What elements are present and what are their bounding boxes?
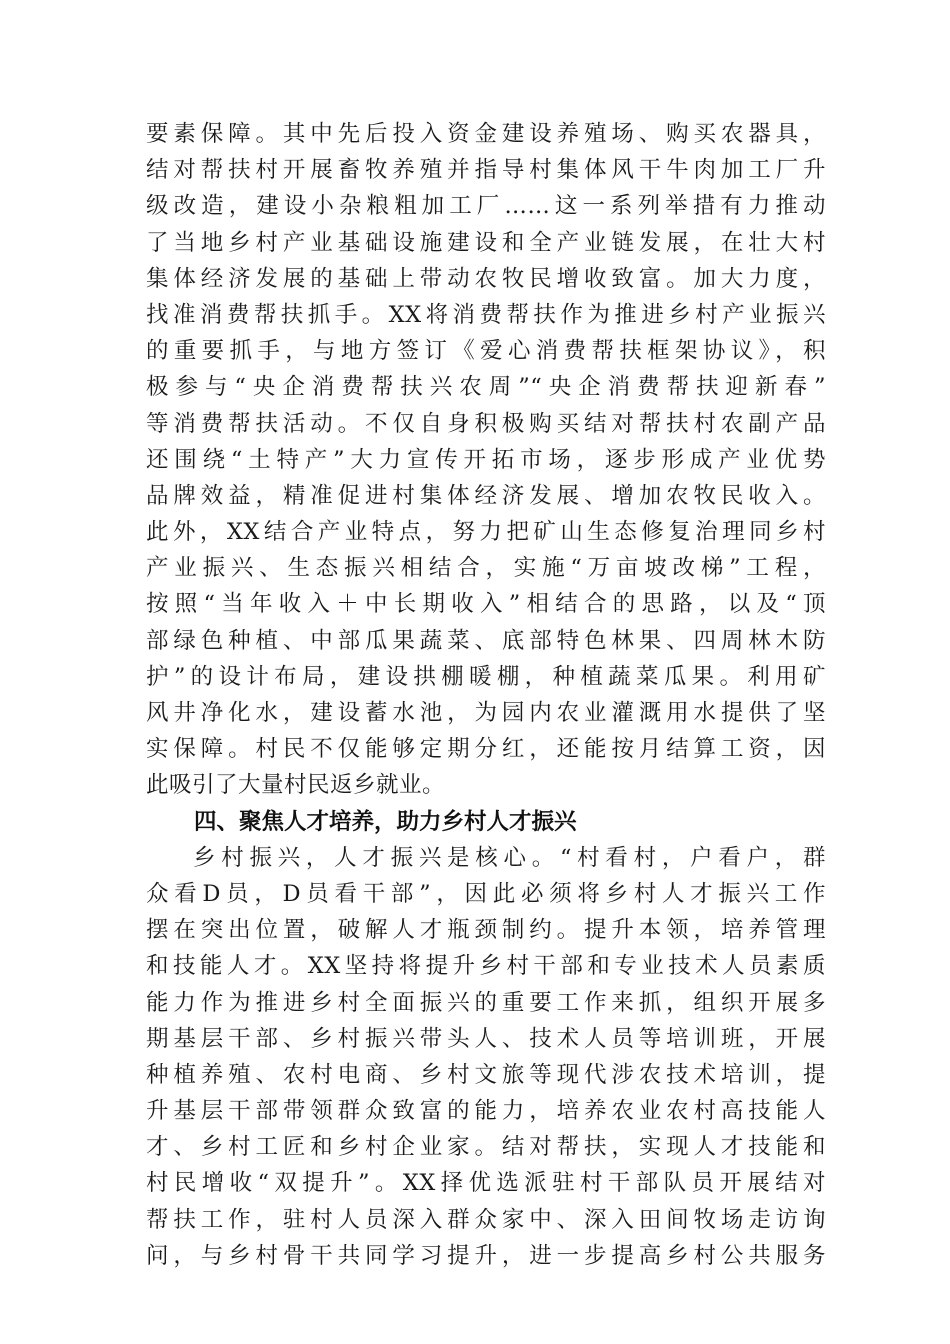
text-line: 极参与“央企消费帮扶兴农周”“央企消费帮扶迎新春” — [146, 374, 826, 401]
text-line: 实保障。村民不仅能够定期分红，还能按月结算工资，因 — [146, 736, 826, 763]
text-line: 才、乡村工匠和乡村企业家。结对帮扶，实现人才技能和 — [146, 1134, 826, 1161]
text-line: 找准消费帮扶抓手。XX将消费帮扶作为推进乡村产业振兴 — [146, 301, 826, 328]
text-line: 众看D员，D员看干部”，因此必须将乡村人才振兴工作 — [146, 880, 826, 907]
text-line: 产业振兴、生态振兴相结合，实施“万亩坡改梯”工程， — [146, 555, 826, 582]
text-line: 风井净化水，建设蓄水池，为园内农业灌溉用水提供了坚 — [146, 700, 826, 726]
text-line: 品牌效益，精准促进村集体经济发展、增加农牧民收入。 — [146, 482, 826, 509]
text-line: 级改造，建设小杂粮粗加工厂……这一系列举措有力推动 — [146, 193, 826, 220]
document-body — [146, 116, 826, 1274]
text-line: 种植养殖、农村电商、乡村文旅等现代涉农技术培训，提 — [146, 1061, 826, 1088]
text-line: 帮扶工作，驻村人员深入群众家中、深入田间牧场走访询 — [146, 1206, 826, 1233]
text-line: 部绿色种植、中部瓜果蔬菜、底部特色林果、四周林木防 — [146, 627, 826, 654]
text-line: 能力作为推进乡村全面振兴的重要工作来抓，组织开展多 — [146, 989, 826, 1016]
text-line: 摆在突出位置，破解人才瓶颈制约。提升本领，培养管理 — [146, 917, 826, 944]
text-line: 乡村振兴，人才振兴是核心。“村看村，户看户，群 — [193, 844, 826, 871]
text-line: 按照“当年收入＋中长期收入”相结合的思路，以及“顶 — [146, 591, 826, 618]
paragraph-industry-support — [146, 116, 826, 804]
text-line: 问，与乡村骨干共同学习提升，进一步提高乡村公共服务 — [146, 1242, 826, 1269]
section-heading-talent: 四、聚焦人才培养，助力乡村人才振兴 — [194, 808, 577, 835]
text-line: 要素保障。其中先后投入资金建设养殖场、购买农器具， — [146, 121, 826, 147]
text-line: 了当地乡村产业基础设施建设和全产业链发展，在壮大村 — [146, 229, 826, 256]
text-line: 等消费帮扶活动。不仅自身积极购买结对帮扶村农副产品 — [146, 410, 826, 437]
paragraph-talent-revitalization — [146, 840, 826, 1274]
text-line: 护”的设计布局，建设拱棚暖棚，种植蔬菜瓜果。利用矿 — [146, 663, 826, 690]
text-line: 和技能人才。XX坚持将提升乡村干部和专业技术人员素质 — [146, 953, 826, 980]
text-line: 村民增收“双提升”。XX择优选派驻村干部队员开展结对 — [146, 1170, 826, 1197]
text-line: 的重要抓手，与地方签订《爱心消费帮扶框架协议》，积 — [146, 338, 826, 365]
text-line: 升基层干部带领群众致富的能力，培养农业农村高技能人 — [146, 1098, 826, 1125]
text-line: 此外，XX结合产业特点，努力把矿山生态修复治理同乡村 — [146, 519, 826, 546]
text-line: 还围绕“土特产”大力宣传开拓市场，逐步形成产业优势 — [146, 446, 826, 473]
text-line: 集体经济发展的基础上带动农牧民增收致富。加大力度， — [146, 265, 826, 292]
text-line: 期基层干部、乡村振兴带头人、技术人员等培训班，开展 — [146, 1025, 826, 1052]
text-line: 此吸引了大量村民返乡就业。 — [146, 772, 446, 799]
text-line: 结对帮扶村开展畜牧养殖并指导村集体风干牛肉加工厂升 — [146, 157, 826, 184]
